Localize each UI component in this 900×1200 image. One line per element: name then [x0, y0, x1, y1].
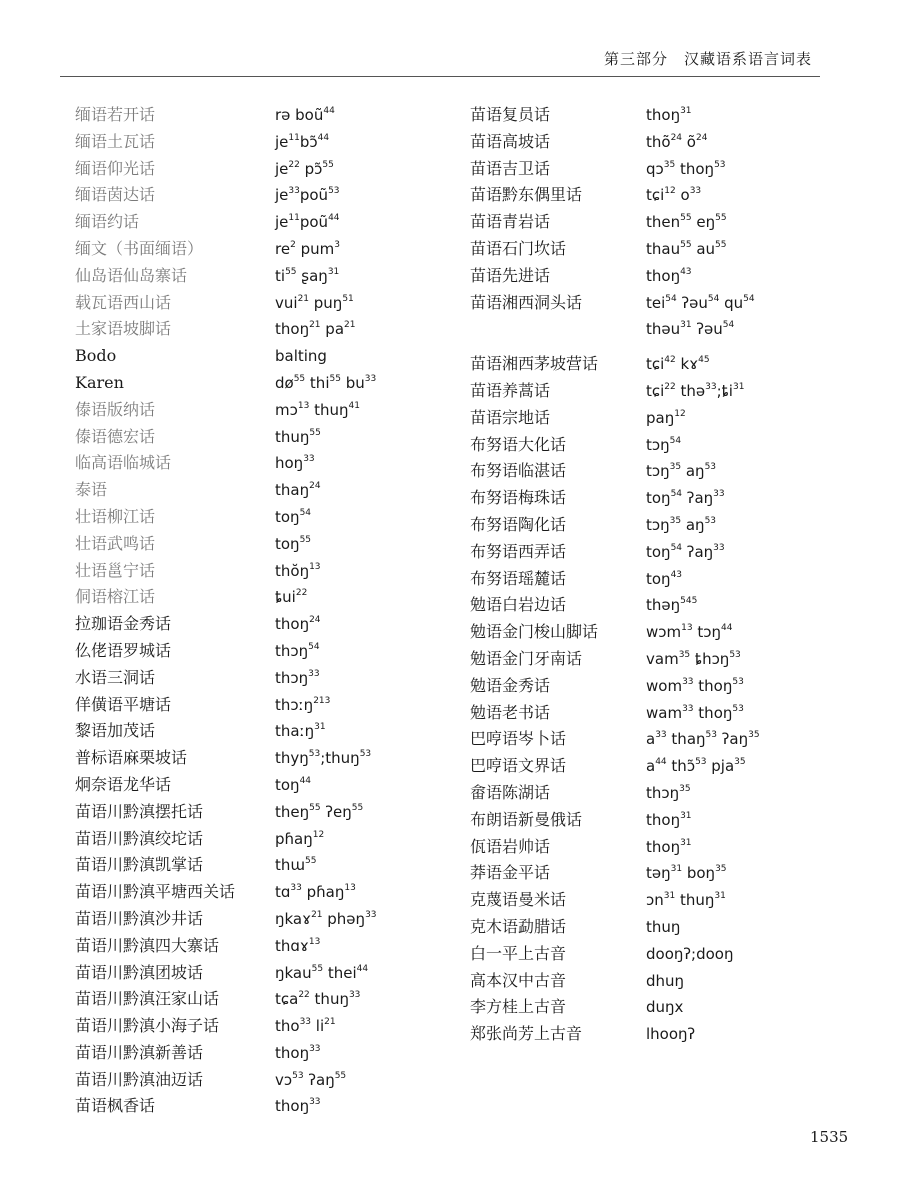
- word-entry: [470, 700, 760, 727]
- phonetic-form: thoŋ$^{31}$: [646, 106, 692, 124]
- phonetic-form: toŋ$^{54}$: [275, 507, 312, 526]
- language-name: 布朗语新曼俄话: [470, 809, 583, 829]
- language-name: 壮语柳江话: [75, 506, 156, 526]
- language-name: 高本汉中古音: [470, 970, 567, 990]
- language-name: 缅语茵达话: [75, 185, 156, 205]
- language-name: 缅语土瓦话: [75, 131, 156, 151]
- language-name: 苗语川黔滇汪家山话: [75, 989, 220, 1009]
- language-name: 苗语湘西茅坡营话: [470, 354, 599, 374]
- language-name: 郑张尚芳上古音: [470, 1024, 583, 1044]
- phonetic-form: tɕi$^{22}$ $thə^{33};ȶi^{31}$: [646, 381, 745, 400]
- language-name: 布努语大化话: [470, 434, 567, 454]
- word-entry: [470, 156, 760, 183]
- word-entry: [470, 860, 760, 887]
- word-entry: [470, 378, 760, 405]
- language-name: 缅语约话: [75, 212, 140, 232]
- phonetic-form: dooŋʔ;dooŋ: [646, 944, 734, 963]
- phonetic-form: rə boũ$^{44}$: [275, 106, 335, 124]
- language-name: 仙岛语仙岛寨话: [75, 265, 188, 285]
- word-entry: [470, 1021, 760, 1048]
- phonetic-form: $dø^{55}$ thi$^{55}$ $bu^{33}$: [275, 373, 377, 392]
- phonetic-form: thuŋ$^{55}$: [275, 427, 321, 446]
- language-name: 苗语枫香话: [75, 1096, 156, 1116]
- language-name: 李方桂上古音: [470, 997, 567, 1017]
- language-name: 苗语川黔滇沙井话: [75, 908, 204, 928]
- word-entry: [470, 316, 760, 343]
- language-name: 布努语陶化话: [470, 514, 567, 534]
- phonetic-form: duŋx: [646, 998, 684, 1017]
- language-name: 克木语勐腊话: [470, 916, 567, 936]
- language-name: 勉语老书话: [470, 702, 551, 722]
- word-entry: [75, 611, 377, 638]
- word-entry: [75, 906, 377, 933]
- language-name: Bodo: [75, 346, 117, 366]
- word-entry: [75, 960, 377, 987]
- word-entry: [75, 236, 377, 263]
- language-name: 佯僙语平塘话: [75, 694, 172, 714]
- language-name: 苗语宗地话: [470, 407, 551, 427]
- language-name: 布努语瑶麓话: [470, 568, 567, 588]
- word-entry: [470, 887, 760, 914]
- phonetic-form: tɕa$^{22}$ thuŋ$^{33}$: [275, 990, 361, 1009]
- word-entry: [75, 531, 377, 558]
- word-entry: [75, 799, 377, 826]
- language-name: 佤语岩帅话: [470, 836, 551, 856]
- language-name: 克蔑语曼米话: [470, 890, 567, 910]
- word-entry: [470, 994, 760, 1021]
- language-name: 缅语仰光话: [75, 158, 156, 178]
- word-entry: [75, 1093, 377, 1120]
- phonetic-form: thəu$^{31}$ ʔəu$^{54}$: [646, 320, 735, 339]
- language-name: 勉语白岩边话: [470, 595, 567, 615]
- word-entry: [75, 156, 377, 183]
- phonetic-form: thaŋ$^{24}$: [275, 481, 321, 500]
- phonetic-form: $je^{11}poũ^{44}$: [275, 213, 340, 232]
- phonetic-form: toŋ$^{44}$: [275, 775, 312, 794]
- word-entry: [470, 646, 760, 673]
- word-entry: [470, 753, 760, 780]
- language-name: 苗语川黔滇凯掌话: [75, 855, 204, 875]
- word-entry: [470, 539, 760, 566]
- phonetic-form: thoŋ$^{24}$: [275, 615, 321, 634]
- language-name: 巴哼语文界话: [470, 756, 567, 776]
- language-name: 布努语临湛话: [470, 461, 567, 481]
- language-name: 莽语金平话: [470, 863, 551, 883]
- phonetic-form: $re^2$ pum$^3$: [275, 239, 340, 258]
- language-name: 缅语若开话: [75, 105, 156, 124]
- language-name: 白一平上古音: [470, 943, 567, 963]
- language-name: 土家语坡脚话: [75, 319, 172, 339]
- language-name: 载瓦语西山话: [75, 292, 172, 312]
- language-name: 壮语武鸣话: [75, 533, 156, 553]
- phonetic-form: tɕi$^{12}$ $o^{33}$: [646, 186, 702, 205]
- word-entry: [75, 1067, 377, 1094]
- language-name: 苗语川黔滇油迈话: [75, 1069, 204, 1089]
- language-name: 勉语金秀话: [470, 675, 551, 695]
- phonetic-form: thɔŋ$^{54}$: [275, 641, 320, 660]
- word-entry: [470, 512, 760, 539]
- language-name: Karen: [75, 372, 124, 392]
- word-entry: [75, 1040, 377, 1067]
- phonetic-form: wom$^{33}$ thoŋ$^{53}$: [646, 676, 744, 695]
- word-entry: [75, 718, 377, 745]
- language-name: 苗语川黔滇绞坨话: [75, 828, 204, 848]
- phonetic-form: $a^{44}$ thɔ̃$^{53}$ pja$^{35}$: [646, 757, 746, 776]
- right-column: [470, 102, 760, 1048]
- language-name: 仫佬语罗城话: [75, 640, 172, 660]
- word-entry: [75, 986, 377, 1013]
- phonetic-form: thoŋ$^{33}$: [275, 1043, 321, 1062]
- word-entry: [470, 780, 760, 807]
- phonetic-form: vɔ$^{53}$ ʔaŋ$^{55}$: [275, 1070, 347, 1089]
- word-entry: [470, 129, 760, 156]
- phonetic-form: lhooŋʔ: [646, 1025, 696, 1044]
- phonetic-form: ŋkaɤ$^{21}$ phəŋ$^{33}$: [275, 909, 377, 928]
- phonetic-form: tɔŋ$^{35}$ $aŋ^{53}$: [646, 462, 717, 481]
- left-column: [75, 102, 377, 1120]
- word-entry: [470, 182, 760, 209]
- word-entry: [470, 209, 760, 236]
- phonetic-form: toŋ$^{54}$ ʔaŋ$^{33}$: [646, 489, 725, 508]
- phonetic-form: tɕi$^{42}$ kɤ$^{45}$: [646, 355, 710, 374]
- phonetic-form: thɑɤ$^{13}$: [275, 936, 321, 955]
- word-entry: [75, 209, 377, 236]
- phonetic-form: thɔːŋ$^{213}$: [275, 695, 331, 714]
- language-name: 畲语陈湖话: [470, 782, 551, 802]
- header-rule: [60, 76, 820, 77]
- word-entry: [75, 263, 377, 290]
- language-name: 苗语高坡话: [470, 131, 551, 151]
- running-header: 第三部分 汉藏语系语言词表: [603, 50, 812, 68]
- language-name: 苗语川黔滇新善话: [75, 1042, 204, 1062]
- word-entry: [75, 450, 377, 477]
- word-entry: [470, 914, 760, 941]
- phonetic-form: toŋ$^{54}$ ʔaŋ$^{33}$: [646, 542, 725, 561]
- word-entry: [470, 673, 760, 700]
- word-entry: [75, 879, 377, 906]
- phonetic-form: thɔŋ$^{33}$: [275, 668, 320, 687]
- phonetic-form: tho$^{33}$ $li^{21}$: [275, 1017, 336, 1036]
- language-name: 布努语梅珠话: [470, 488, 567, 508]
- phonetic-form: thoŋ$^{33}$: [275, 1097, 321, 1116]
- word-entry: [75, 424, 377, 451]
- phonetic-form: thoŋ$^{31}$: [646, 810, 692, 829]
- phonetic-form: wɔm$^{13}$ tɔŋ$^{44}$: [646, 623, 733, 642]
- word-entry: [75, 852, 377, 879]
- phonetic-form: thoŋ$^{43}$: [646, 266, 692, 285]
- phonetic-form: toŋ$^{55}$: [275, 534, 312, 553]
- word-entry: [75, 397, 377, 424]
- phonetic-form: theŋ$^{55}$ ʔeŋ$^{55}$: [275, 802, 364, 821]
- language-name: 苗语川黔滇摆托话: [75, 801, 204, 821]
- phonetic-form: thyŋ$^{53}$;thuŋ$^{53}$: [275, 749, 372, 768]
- language-name: 水语三洞话: [75, 667, 156, 687]
- language-name: 苗语养蒿话: [470, 380, 551, 400]
- language-name: 侗语榕江话: [75, 587, 156, 607]
- phonetic-form: $a^{33}$ thaŋ$^{53}$ ʔaŋ$^{35}$: [646, 730, 760, 749]
- page-number: 1535: [810, 1128, 849, 1146]
- word-entry: [75, 665, 377, 692]
- phonetic-form: toŋ$^{43}$: [646, 569, 683, 588]
- phonetic-form: qɔ$^{35}$ thoŋ$^{53}$: [646, 159, 726, 178]
- word-entry: [75, 129, 377, 156]
- phonetic-form: thõ$^{24}$ $õ^{24}$: [646, 132, 708, 151]
- word-entry: [75, 290, 377, 317]
- language-name: 苗语石门坎话: [470, 238, 567, 258]
- language-name: 壮语邕宁话: [75, 560, 156, 580]
- phonetic-form: thoŋ$^{31}$: [646, 837, 692, 856]
- word-entry: [470, 405, 760, 432]
- phonetic-form: pɦaŋ$^{12}$: [275, 829, 325, 848]
- word-entry: [75, 316, 377, 343]
- phonetic-form: thuŋ: [646, 917, 681, 936]
- phonetic-form: $je^{33}poũ^{53}$: [275, 186, 340, 205]
- word-entry: [75, 745, 377, 772]
- word-entry: [75, 102, 377, 129]
- word-entry: [75, 584, 377, 611]
- phonetic-form: dhuŋ: [646, 971, 685, 990]
- language-name: 苗语川黔滇四大寨话: [75, 935, 220, 955]
- word-entry: [470, 807, 760, 834]
- word-entry: [470, 432, 760, 459]
- language-name: 临高语临城话: [75, 453, 172, 473]
- language-name: 缅文（书面缅语）: [75, 238, 204, 258]
- language-name: 苗语复员话: [470, 105, 551, 124]
- phonetic-form: thau$^{55}$ $au^{55}$: [646, 239, 727, 258]
- word-entry: [470, 941, 760, 968]
- phonetic-form: ɔn$^{31}$ thuŋ$^{31}$: [646, 891, 726, 910]
- word-entry: [75, 182, 377, 209]
- phonetic-form: thaːŋ$^{31}$: [275, 722, 326, 741]
- language-name: 苗语吉卫话: [470, 158, 551, 178]
- language-name: 勉语金门梭山脚话: [470, 622, 599, 642]
- word-entry: [470, 351, 760, 378]
- word-entry: [75, 343, 377, 370]
- word-entry: [75, 558, 377, 585]
- language-name: 傣语德宏话: [75, 426, 156, 446]
- word-entry: [75, 477, 377, 504]
- phonetic-form: tɔŋ$^{54}$: [646, 435, 682, 454]
- language-name: 黎语加茂话: [75, 721, 156, 741]
- language-name: 苗语先进话: [470, 265, 551, 285]
- word-entry: [75, 692, 377, 719]
- phonetic-form: thəŋ$^{545}$: [646, 596, 698, 615]
- phonetic-form: vam$^{35}$ ȶhɔŋ$^{53}$: [646, 649, 741, 668]
- word-entry: [470, 102, 760, 129]
- word-entry: [470, 263, 760, 290]
- phonetic-form: vui$^{21}$ puŋ$^{51}$: [275, 293, 354, 312]
- phonetic-form: thɯ$^{55}$: [275, 856, 317, 875]
- word-entry: [75, 826, 377, 853]
- phonetic-form: təŋ$^{31}$ boŋ$^{35}$: [646, 864, 727, 883]
- language-name: 苗语川黔滇小海子话: [75, 1016, 220, 1036]
- phonetic-form: tɔŋ$^{35}$ $aŋ^{53}$: [646, 515, 717, 534]
- phonetic-form: $je^{22}$ pɔ̃$^{55}$: [275, 159, 334, 178]
- phonetic-form: ŋkau$^{55}$ thei$^{44}$: [275, 963, 369, 982]
- language-name: 苗语青岩话: [470, 212, 551, 232]
- word-entry: [470, 592, 760, 619]
- phonetic-form: tei$^{54}$ ʔəu$^{54}$ $qu^{54}$: [646, 293, 755, 312]
- phonetic-form: thŏŋ$^{13}$: [275, 561, 321, 580]
- phonetic-form: $je^{11}bɔ̃^{44}$: [275, 132, 330, 151]
- word-entry: [470, 458, 760, 485]
- word-entry: [75, 504, 377, 531]
- language-name: 勉语金门牙南话: [470, 648, 583, 668]
- word-entry: [470, 968, 760, 995]
- word-entry: [470, 834, 760, 861]
- word-entry: [470, 236, 760, 263]
- language-name: 拉珈语金秀话: [75, 614, 172, 634]
- word-entry: [75, 638, 377, 665]
- word-entry: [75, 370, 377, 397]
- phonetic-form: balting: [275, 347, 327, 366]
- phonetic-form: $ti^{55}$ ʂaŋ$^{31}$: [275, 266, 340, 285]
- word-entry: [470, 726, 760, 753]
- word-entry: [470, 619, 760, 646]
- language-name: 布努语西弄话: [470, 541, 567, 561]
- word-entry: [75, 933, 377, 960]
- phonetic-form: ȶui$^{22}$: [275, 588, 308, 607]
- phonetic-form: hoŋ$^{33}$: [275, 454, 315, 473]
- language-name: 巴哼语岑卜话: [470, 729, 567, 749]
- language-name: 苗语湘西洞头话: [470, 292, 583, 312]
- language-name: 普标语麻栗坡话: [75, 748, 188, 768]
- phonetic-form: then$^{55}$ $eŋ^{55}$: [646, 213, 727, 232]
- phonetic-form: mɔ$^{13}$ thuŋ$^{41}$: [275, 400, 360, 419]
- word-entry: [470, 290, 760, 317]
- phonetic-form: tɑ$^{33}$ pɦaŋ$^{13}$: [275, 883, 356, 902]
- word-entry: [470, 485, 760, 512]
- language-name: 炯奈语龙华话: [75, 774, 172, 794]
- phonetic-form: thɔŋ$^{35}$: [646, 783, 691, 802]
- phonetic-form: wam$^{33}$ thoŋ$^{53}$: [646, 703, 744, 722]
- language-name: 苗语黔东偶里话: [470, 185, 583, 205]
- language-name: 苗语川黔滇团坡话: [75, 962, 204, 982]
- language-name: 泰语: [75, 480, 108, 500]
- word-entry: [470, 566, 760, 593]
- language-name: 苗语川黔滇平塘西关话: [75, 882, 236, 902]
- word-entry: [75, 1013, 377, 1040]
- word-entry: [75, 772, 377, 799]
- language-name: 傣语版纳话: [75, 399, 156, 419]
- phonetic-form: paŋ$^{12}$: [646, 408, 686, 427]
- phonetic-form: thoŋ$^{21}$ $pa^{21}$: [275, 320, 356, 339]
